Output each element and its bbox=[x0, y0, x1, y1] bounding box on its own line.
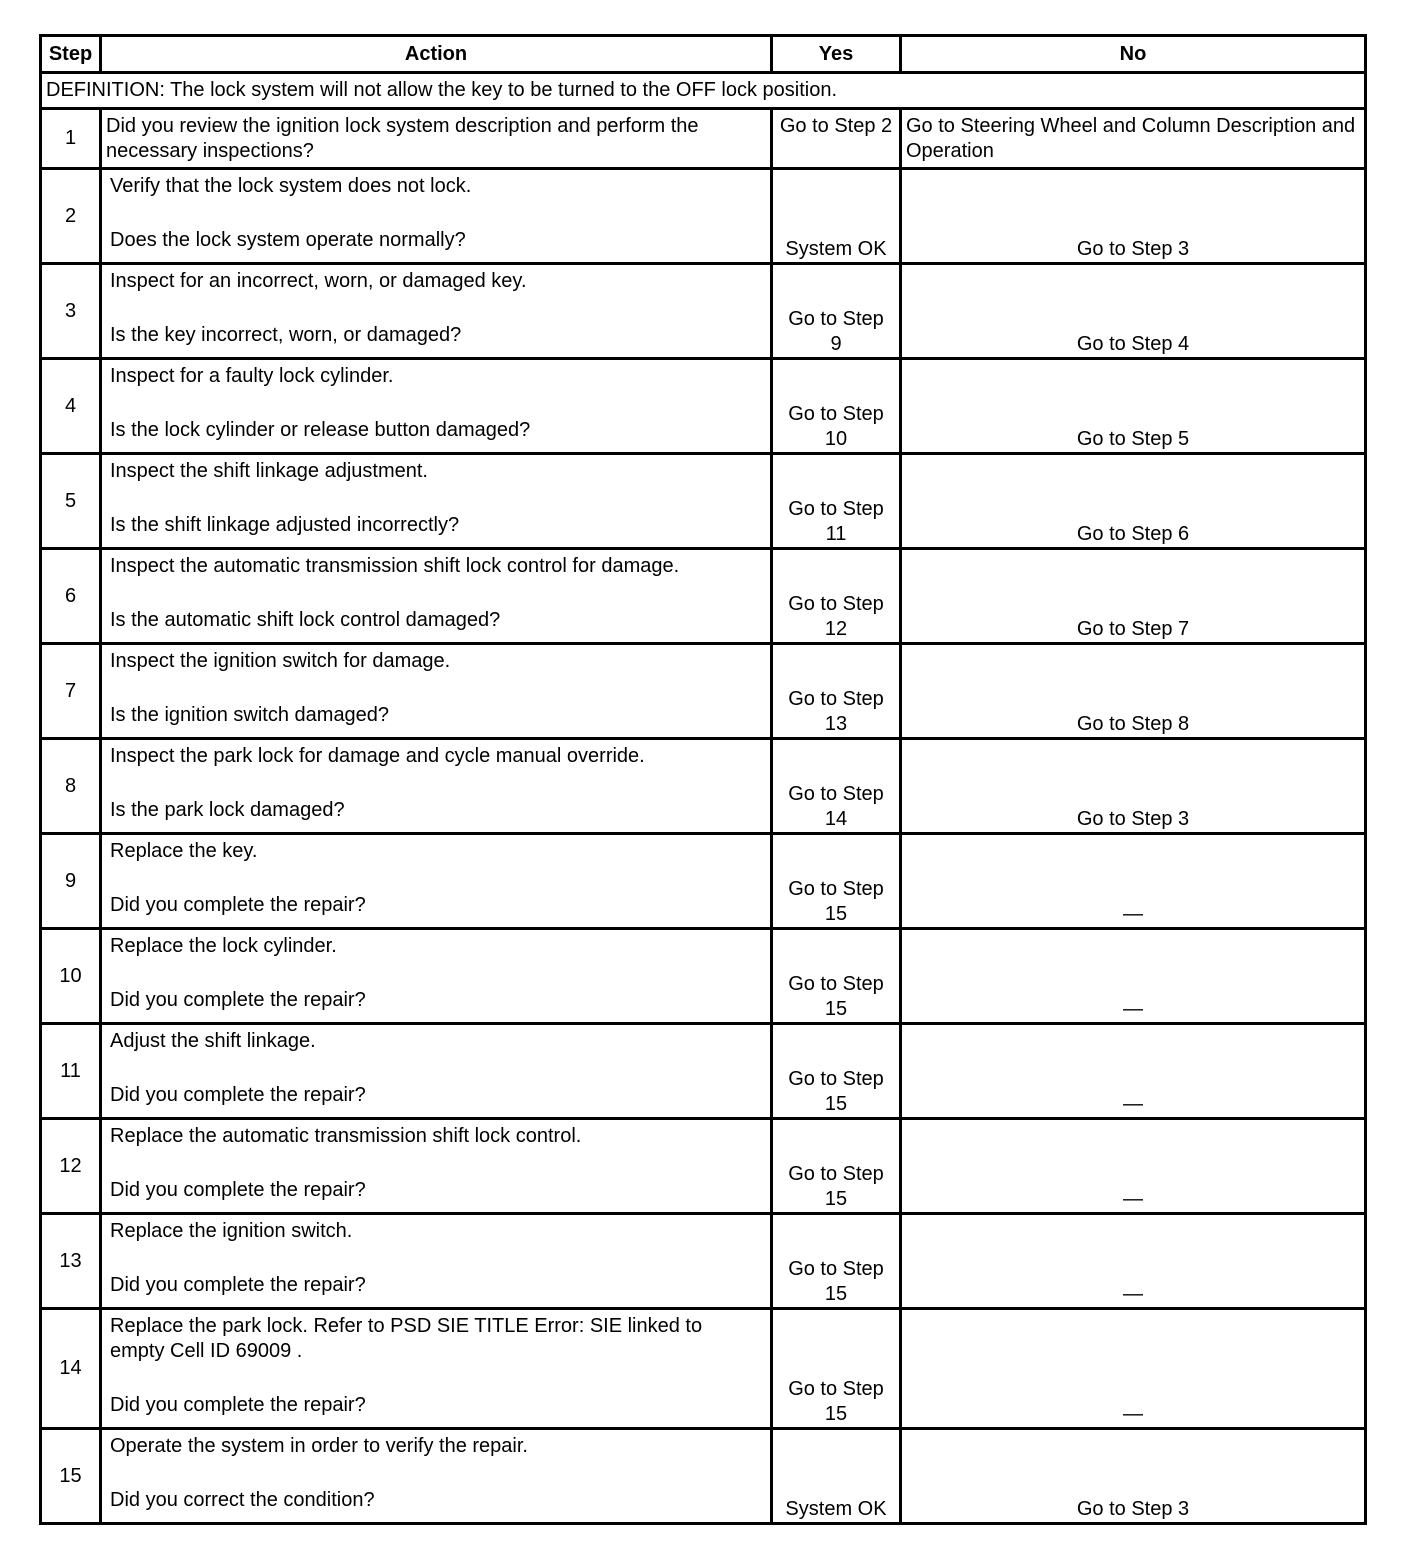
yes-label: Go to Step bbox=[788, 688, 884, 710]
action-cell bbox=[101, 1024, 772, 1119]
yes-result bbox=[772, 549, 901, 644]
action-instruction: Inspect for a faulty lock cylinder. bbox=[110, 365, 394, 387]
definition-row bbox=[41, 73, 1366, 109]
action-question: Is the key incorrect, worn, or damaged? bbox=[110, 324, 462, 346]
no-result: Go to Step 5 bbox=[901, 359, 1366, 454]
step-number: 10 bbox=[41, 929, 101, 1024]
yes-step: 15 bbox=[824, 1283, 848, 1305]
step-number: 8 bbox=[41, 739, 101, 834]
yes-label: Go to Step bbox=[788, 308, 884, 330]
yes-label: Go to Step bbox=[788, 1068, 884, 1090]
action-instruction: Replace the park lock. Refer to PSD SIE TITLE Error: SIE linked to empty Cell ID 69009 . bbox=[110, 1315, 703, 1362]
no-result: Go to Step 3 bbox=[901, 169, 1366, 264]
yes-label: Go to Step bbox=[788, 1258, 884, 1280]
table-row bbox=[41, 1024, 1366, 1119]
table-row bbox=[41, 169, 1366, 264]
no-result: — bbox=[901, 1214, 1366, 1309]
no-result: — bbox=[901, 929, 1366, 1024]
step-number: 14 bbox=[41, 1309, 101, 1429]
action-cell bbox=[101, 454, 772, 549]
step-number: 6 bbox=[41, 549, 101, 644]
action-cell bbox=[101, 1429, 772, 1524]
action-instruction: Operate the system in order to verify the repair. bbox=[110, 1435, 528, 1457]
yes-label: Go to Step bbox=[788, 973, 884, 995]
action-cell bbox=[101, 1309, 772, 1429]
action-question: Does the lock system operate normally? bbox=[110, 229, 466, 251]
action-question: Did you complete the repair? bbox=[110, 1394, 366, 1416]
header-row bbox=[41, 36, 1366, 73]
table-row bbox=[41, 1429, 1366, 1524]
action-instruction: Inspect the ignition switch for damage. bbox=[110, 650, 451, 672]
action-instruction: Replace the lock cylinder. bbox=[110, 935, 337, 957]
yes-step: 9 bbox=[830, 333, 842, 355]
yes-label: Go to Step bbox=[788, 878, 884, 900]
yes-result bbox=[772, 454, 901, 549]
yes-result bbox=[772, 834, 901, 929]
yes-result: Go to Step 2 bbox=[772, 109, 901, 169]
action-instruction: Inspect the park lock for damage and cycle manual override. bbox=[110, 745, 645, 767]
table-row bbox=[41, 1214, 1366, 1309]
table-row bbox=[41, 109, 1366, 169]
yes-label: Go to Step bbox=[788, 1378, 884, 1400]
action-question: Did you complete the repair? bbox=[110, 894, 366, 916]
yes-step: 10 bbox=[824, 428, 848, 450]
action-question: Did you complete the repair? bbox=[110, 1179, 366, 1201]
action-cell bbox=[101, 264, 772, 359]
yes-result bbox=[772, 264, 901, 359]
no-result: — bbox=[901, 1309, 1366, 1429]
yes-result bbox=[772, 1214, 901, 1309]
action-instruction: Inspect the shift linkage adjustment. bbox=[110, 460, 428, 482]
table-row bbox=[41, 1309, 1366, 1429]
yes-result bbox=[772, 644, 901, 739]
yes-label: Go to Step bbox=[788, 498, 884, 520]
yes-label: Go to Step bbox=[788, 1163, 884, 1185]
table-row bbox=[41, 644, 1366, 739]
no-result: — bbox=[901, 1119, 1366, 1214]
action-question: Did you complete the repair? bbox=[110, 1084, 366, 1106]
action-question: Did you complete the repair? bbox=[110, 1274, 366, 1296]
step-number: 3 bbox=[41, 264, 101, 359]
yes-step: 15 bbox=[824, 1403, 848, 1425]
action-question: Is the shift linkage adjusted incorrectly? bbox=[110, 514, 460, 536]
action-question: Is the ignition switch damaged? bbox=[110, 704, 390, 726]
step-number: 1 bbox=[41, 109, 101, 169]
yes-result: System OK bbox=[772, 169, 901, 264]
step-number: 11 bbox=[41, 1024, 101, 1119]
diagnostic-table bbox=[39, 34, 1367, 1525]
action-instruction: Replace the automatic transmission shift lock control. bbox=[110, 1125, 582, 1147]
yes-label: Go to Step bbox=[788, 783, 884, 805]
yes-result bbox=[772, 359, 901, 454]
table-row bbox=[41, 834, 1366, 929]
yes-step: 15 bbox=[824, 903, 848, 925]
action-cell bbox=[101, 359, 772, 454]
step-number: 9 bbox=[41, 834, 101, 929]
table-row bbox=[41, 929, 1366, 1024]
table-row bbox=[41, 739, 1366, 834]
table-row bbox=[41, 1119, 1366, 1214]
header-action: Action bbox=[101, 36, 772, 73]
action-instruction: Replace the key. bbox=[110, 840, 258, 862]
step-number: 7 bbox=[41, 644, 101, 739]
action-cell bbox=[101, 834, 772, 929]
action-cell bbox=[101, 929, 772, 1024]
no-result: — bbox=[901, 834, 1366, 929]
action-cell bbox=[101, 169, 772, 264]
yes-step: 13 bbox=[824, 713, 848, 735]
step-number: 2 bbox=[41, 169, 101, 264]
action-instruction: Adjust the shift linkage. bbox=[110, 1030, 316, 1052]
action-instruction: Inspect the automatic transmission shift lock control for damage. bbox=[110, 555, 680, 577]
action-cell bbox=[101, 739, 772, 834]
table-row bbox=[41, 359, 1366, 454]
no-result: Go to Step 6 bbox=[901, 454, 1366, 549]
no-result: Go to Step 3 bbox=[901, 1429, 1366, 1524]
header-step: Step bbox=[41, 36, 101, 73]
action-cell bbox=[101, 1214, 772, 1309]
action-question: Is the lock cylinder or release button damaged? bbox=[110, 419, 531, 441]
action-cell bbox=[101, 549, 772, 644]
yes-step: 15 bbox=[824, 1093, 848, 1115]
yes-step: 12 bbox=[824, 618, 848, 640]
no-result: — bbox=[901, 1024, 1366, 1119]
definition-text: DEFINITION: The lock system will not allow the key to be turned to the OFF lock position. bbox=[41, 73, 1366, 109]
step-number: 12 bbox=[41, 1119, 101, 1214]
yes-result: System OK bbox=[772, 1429, 901, 1524]
table-row bbox=[41, 549, 1366, 644]
step-number: 4 bbox=[41, 359, 101, 454]
no-result: Go to Step 3 bbox=[901, 739, 1366, 834]
action-instruction: Verify that the lock system does not lock. bbox=[110, 175, 472, 197]
no-result: Go to Steering Wheel and Column Description and Operation bbox=[901, 109, 1366, 169]
action-instruction: Inspect for an incorrect, worn, or damaged key. bbox=[110, 270, 527, 292]
action-text: Did you review the ignition lock system description and perform the necessary inspections? bbox=[101, 109, 772, 169]
header-yes: Yes bbox=[772, 36, 901, 73]
no-result: Go to Step 8 bbox=[901, 644, 1366, 739]
yes-step: 15 bbox=[824, 1188, 848, 1210]
action-cell bbox=[101, 1119, 772, 1214]
action-question: Is the automatic shift lock control damaged? bbox=[110, 609, 501, 631]
yes-result bbox=[772, 1309, 901, 1429]
action-instruction: Replace the ignition switch. bbox=[110, 1220, 353, 1242]
action-cell bbox=[101, 644, 772, 739]
no-result: Go to Step 7 bbox=[901, 549, 1366, 644]
table-row bbox=[41, 454, 1366, 549]
yes-label: Go to Step bbox=[788, 403, 884, 425]
yes-step: 15 bbox=[824, 998, 848, 1020]
yes-label: Go to Step bbox=[788, 593, 884, 615]
yes-result bbox=[772, 929, 901, 1024]
header-no: No bbox=[901, 36, 1366, 73]
action-question: Did you complete the repair? bbox=[110, 989, 366, 1011]
step-number: 15 bbox=[41, 1429, 101, 1524]
yes-result bbox=[772, 1024, 901, 1119]
step-number: 5 bbox=[41, 454, 101, 549]
step-number: 13 bbox=[41, 1214, 101, 1309]
yes-result bbox=[772, 1119, 901, 1214]
yes-step: 14 bbox=[824, 808, 848, 830]
no-result: Go to Step 4 bbox=[901, 264, 1366, 359]
yes-result bbox=[772, 739, 901, 834]
action-question: Did you correct the condition? bbox=[110, 1489, 375, 1511]
table-row bbox=[41, 264, 1366, 359]
yes-step: 11 bbox=[825, 523, 847, 545]
action-question: Is the park lock damaged? bbox=[110, 799, 345, 821]
